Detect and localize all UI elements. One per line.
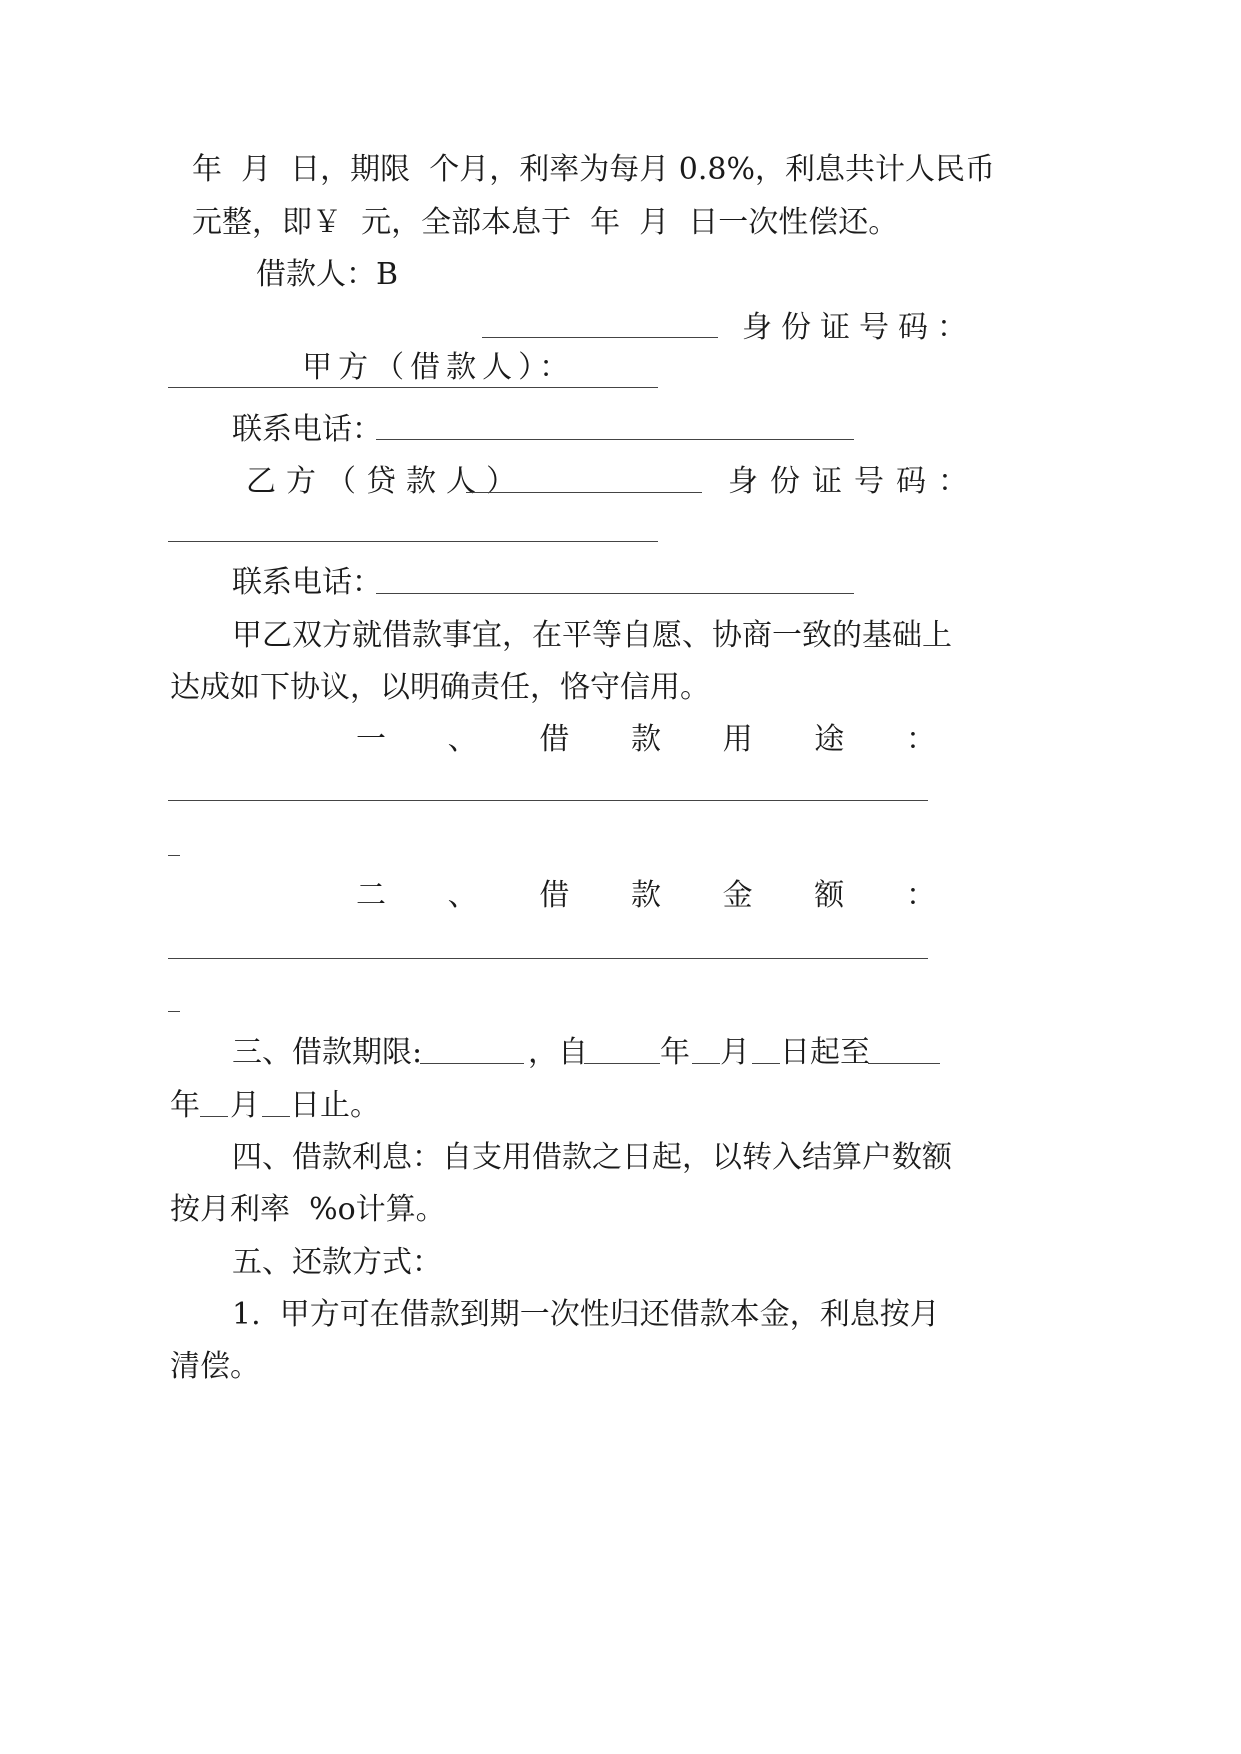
end-year: 年 <box>170 1088 200 1123</box>
body-line: 清偿。 <box>170 1349 260 1384</box>
body-line: 达成如下协议，以明确责任，恪守信用。 <box>170 670 710 705</box>
section-heading-purpose: 一 、 借 款 用 途 ： <box>356 722 936 757</box>
term-month: 月 <box>720 1035 750 1070</box>
party-a-name-blank <box>482 337 718 338</box>
borrower-line: 借款人：B <box>256 257 399 292</box>
section-heading-repayment: 五、还款方式： <box>232 1245 442 1280</box>
end-day-blank <box>262 1116 290 1117</box>
party-a-phone-blank <box>376 439 854 440</box>
body-line: 元整，即￥ 元，全部本息于 年 月 日一次性偿还。 <box>192 205 899 240</box>
body-line: 年 月 日，期限 个月，利率为每月 0.8%，利息共计人民币 <box>192 152 995 187</box>
start-year-blank <box>584 1063 660 1064</box>
section-heading-amount: 二 、 借 款 金 额 ： <box>356 878 936 913</box>
party-a-id-label: 身份证号码： <box>742 310 976 345</box>
party-b-name-blank <box>466 492 702 493</box>
amount-blank-tail <box>168 1011 180 1012</box>
purpose-blank-tail <box>168 855 180 856</box>
end-day: 日止。 <box>290 1088 380 1123</box>
term-from: ，自 <box>528 1035 588 1070</box>
party-b-id-label: 身份证号码： <box>728 464 980 499</box>
term-blank <box>420 1063 524 1064</box>
body-line: 四、借款利息：自支用借款之日起，以转入结算户数额 <box>232 1140 952 1175</box>
end-year-blank <box>868 1063 940 1064</box>
party-b-phone-blank <box>376 593 854 594</box>
purpose-blank <box>168 800 928 801</box>
party-b-phone-label: 联系电话： <box>232 565 382 600</box>
start-month-blank <box>692 1063 720 1064</box>
body-line: 按月利率 %o计算。 <box>170 1192 446 1227</box>
start-day-blank <box>752 1063 780 1064</box>
end-month: 月 <box>230 1088 260 1123</box>
body-line: 甲乙双方就借款事宜，在平等自愿、协商一致的基础上 <box>232 618 952 653</box>
party-b-label: 乙方（贷款人） <box>246 464 526 499</box>
end-month-blank <box>200 1116 228 1117</box>
term-year: 年 <box>660 1035 690 1070</box>
party-a-phone-label: 联系电话： <box>232 412 382 447</box>
party-a-id-blank <box>168 387 658 388</box>
amount-blank <box>168 958 928 959</box>
body-line: 1. 甲方可在借款到期一次性归还借款本金，利息按月 <box>232 1297 940 1332</box>
party-a-label: 甲方（借款人）： <box>302 350 576 385</box>
party-b-id-blank <box>168 541 658 542</box>
term-label: 三、借款期限: <box>232 1035 423 1070</box>
term-day-to: 日起至 <box>780 1035 870 1070</box>
